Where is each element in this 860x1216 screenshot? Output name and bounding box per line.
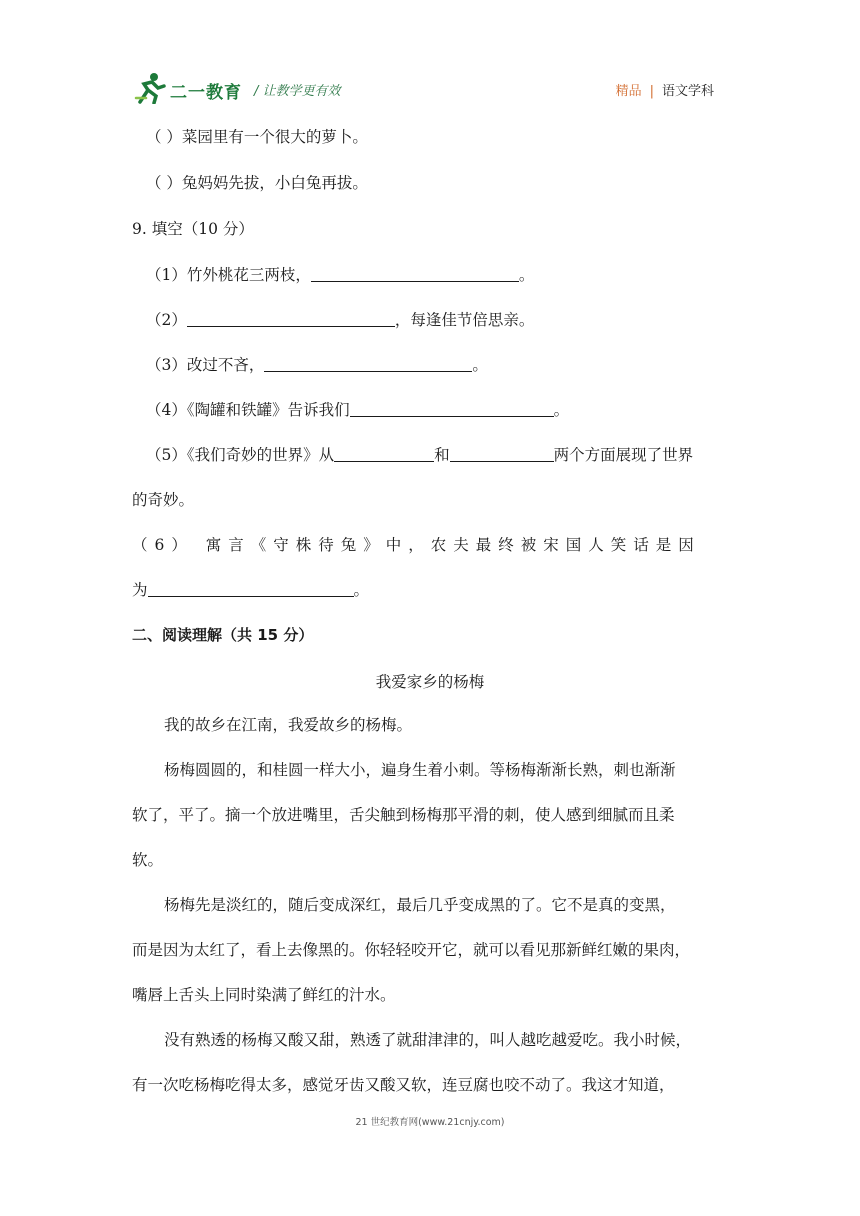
passage-line: 杨梅圆圆的，和桂圆一样大小，遍身生着小刺。等杨梅渐渐长熟，刺也渐渐 [164, 761, 676, 779]
order-item-a: （ ）菜园里有一个很大的萝卜。 [146, 128, 368, 146]
premium-label: 精品 [615, 84, 642, 99]
answer-blank[interactable] [187, 312, 395, 327]
subject-name: 语文学科 [661, 84, 714, 99]
passage-line: 软了，平了。摘一个放进嘴里，舌尖触到杨梅那平滑的刺，使人感到细腻而且柔 [132, 806, 675, 824]
page-header [134, 68, 724, 108]
passage-line: 软。 [132, 851, 164, 869]
answer-blank[interactable] [148, 582, 354, 597]
order-item-b: （ ）兔妈妈先拔，小白兔再拔。 [146, 174, 368, 192]
runner-logo-icon [134, 72, 168, 104]
slogan: / 让教学更有效 [254, 84, 341, 99]
q9-item-3: （3）改过不吝， 。 [146, 356, 488, 374]
q9-item-2: （2） ，每逢佳节倍思亲。 [146, 311, 535, 329]
q9-item-1: （1）竹外桃花三两枝， 。 [146, 266, 535, 284]
passage-line: 没有熟透的杨梅又酸又甜，熟透了就甜津津的，叫人越吃越爱吃。我小时候， [164, 1031, 692, 1049]
answer-blank[interactable] [450, 447, 554, 462]
q9-item-5-cont: 的奇妙。 [132, 491, 195, 509]
answer-blank[interactable] [334, 447, 434, 462]
section-heading: 二、阅读理解（共 15 分） [132, 626, 314, 644]
answer-blank[interactable] [350, 402, 554, 417]
q9-item-4: （4）《陶罐和铁罐》告诉我们 。 [146, 401, 570, 419]
logo [134, 72, 244, 104]
passage-line: 而是因为太红了，看上去像黑的。你轻轻咬开它，就可以看见那新鲜红嫩的果肉， [132, 941, 691, 959]
passage-line: 有一次吃杨梅吃得太多，感觉牙齿又酸又软，连豆腐也咬不动了。我这才知道， [132, 1076, 675, 1094]
passage-title: 我爱家乡的杨梅 [375, 673, 485, 691]
answer-blank[interactable] [311, 267, 519, 282]
page-footer: 21 世纪教育网(www.21cnjy.com) [355, 1117, 505, 1128]
passage-line: 杨梅先是淡红的，随后变成深红，最后几乎变成黑的了。它不是真的变黑， [164, 896, 676, 914]
passage-line: 嘴唇上舌头上同时染满了鲜红的汁水。 [132, 986, 396, 1004]
q9-label: 9. 填空（10 分） [132, 220, 254, 238]
passage-paragraph: 我的故乡在江南，我爱故乡的杨梅。 [164, 716, 413, 734]
q9-item-6-cont: 为 。 [132, 581, 370, 599]
q9-item-5: （5）《我们奇妙的世界》从 和 两个方面展现了世界 [146, 446, 694, 464]
q9-item-6: （6） 寓言《守株待兔》中，农夫最终被宋国人笑话是因 [132, 536, 701, 554]
subject-label: 精品 | 语文学科 [615, 84, 714, 99]
logo-text: 二一教育 [170, 83, 242, 103]
answer-blank[interactable] [264, 357, 472, 372]
